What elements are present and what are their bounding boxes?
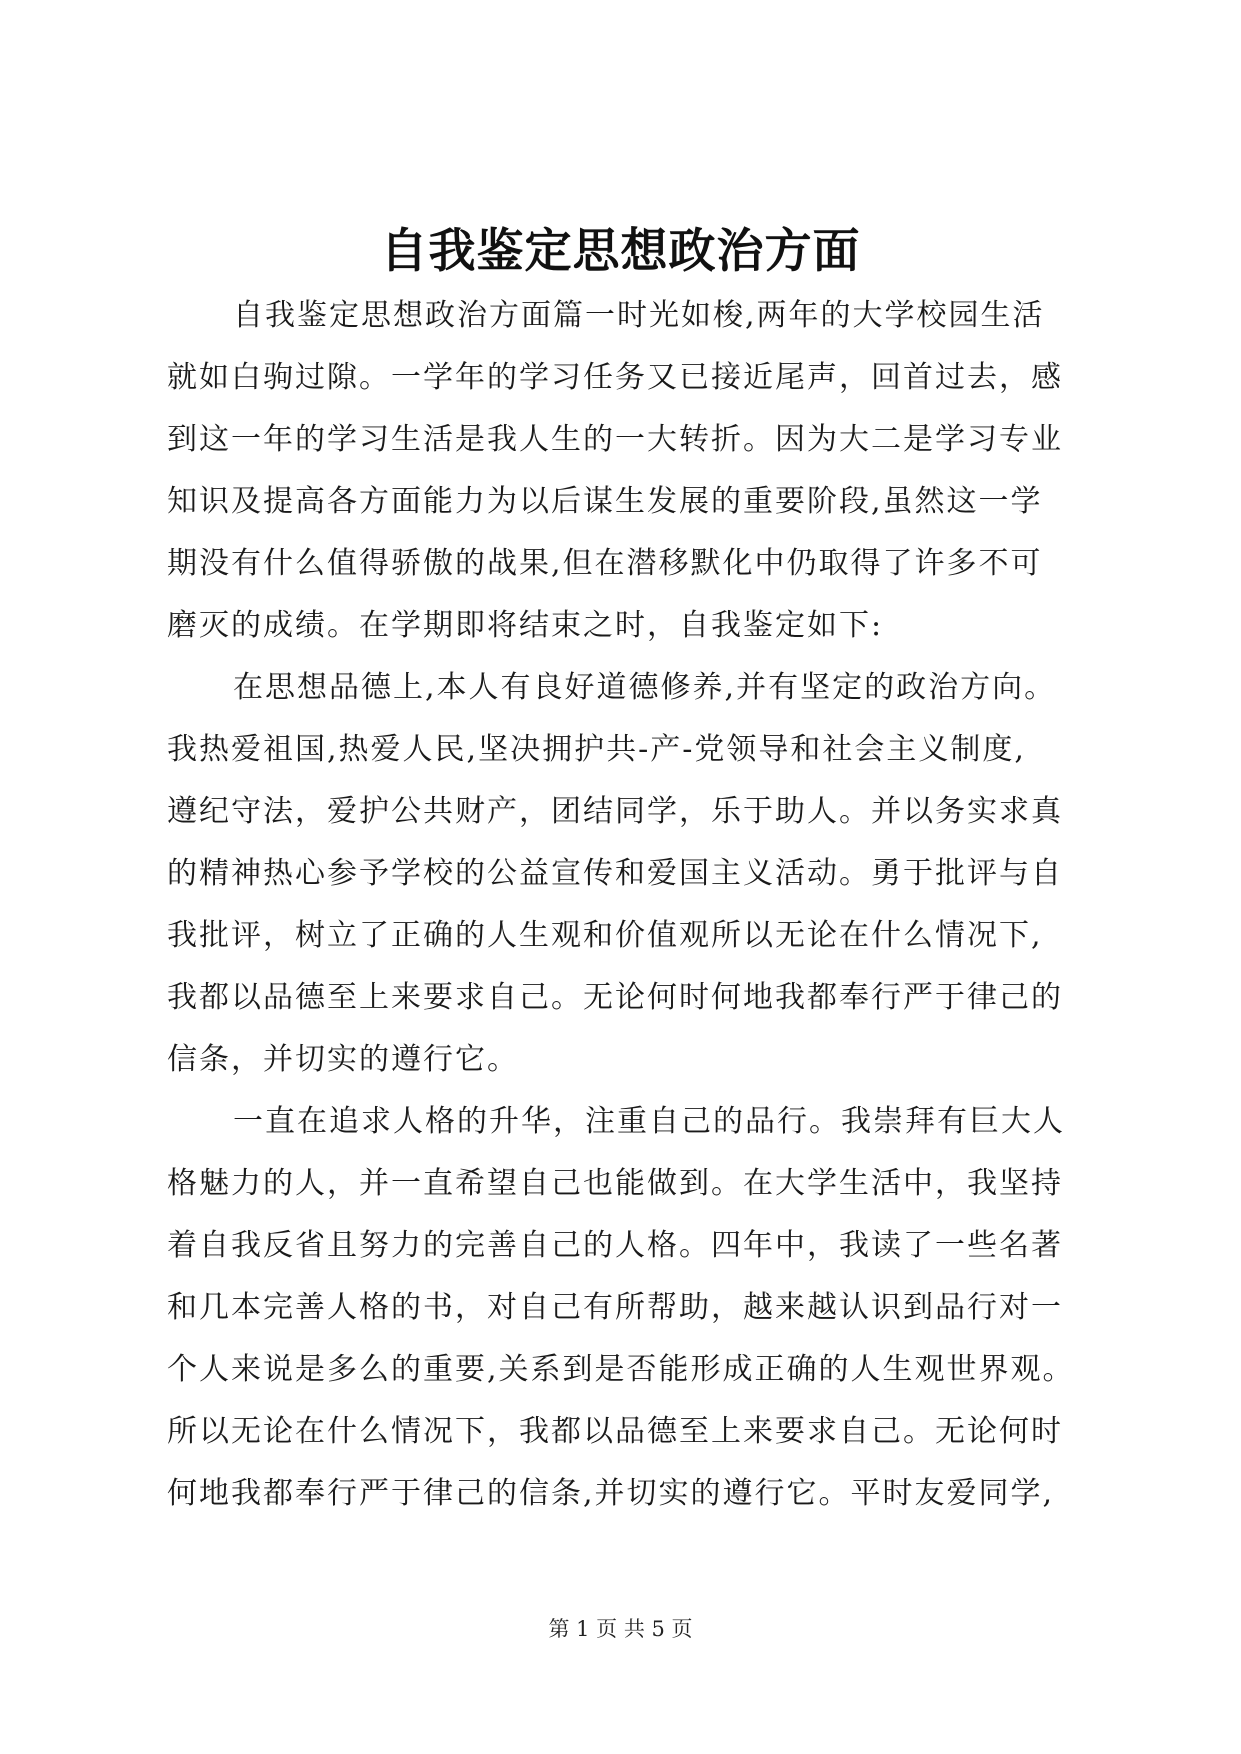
paragraph-line: 信条，并切实的遵行它。: [167, 1042, 519, 1077]
paragraph-line: 我批评，树立了正确的人生观和价值观所以无论在什么情况下,: [167, 918, 1043, 953]
paragraph-line: 一直在追求人格的升华，注重自己的品行。我崇拜有巨大人: [233, 1104, 1065, 1139]
paragraph-line: 个人来说是多么的重要,关系到是否能形成正确的人生观世界观。: [167, 1352, 1075, 1387]
page-number-label: 第 1 页 共 5 页: [548, 1617, 693, 1641]
document-title: 自我鉴定思想政治方面: [380, 224, 861, 279]
paragraph-line: 遵纪守法，爱护公共财产，团结同学，乐于助人。并以务实求真: [167, 794, 1063, 829]
paragraph-line: 着自我反省且努力的完善自己的人格。四年中，我读了一些名著: [167, 1228, 1063, 1263]
paragraph-line: 我都以品德至上来要求自己。无论何时何地我都奉行严于律己的: [167, 980, 1063, 1015]
paragraph-line: 所以无论在什么情况下，我都以品德至上来要求自己。无论何时: [167, 1414, 1063, 1449]
page-footer: [0, 1614, 1241, 1644]
paragraph-line: 和几本完善人格的书，对自己有所帮助，越来越认识到品行对一: [167, 1290, 1063, 1325]
paragraph-line: 的精神热心参予学校的公益宣传和爱国主义活动。勇于批评与自: [167, 856, 1063, 891]
paragraph-line: 到这一年的学习生活是我人生的一大转折。因为大二是学习专业: [167, 422, 1063, 457]
paragraph-line: 自我鉴定思想政治方面篇一时光如梭,两年的大学校园生活: [233, 298, 1045, 333]
paragraph-line: 知识及提高各方面能力为以后谋生发展的重要阶段,虽然这一学: [167, 484, 1043, 519]
paragraph-line: 磨灭的成绩。在学期即将结束之时，自我鉴定如下:: [167, 608, 884, 643]
document-body: [167, 285, 1082, 1525]
paragraph-line: 我热爱祖国,热爱人民,坚决拥护共-产-党领导和社会主义制度,: [167, 732, 1026, 767]
paragraph-line: 格魅力的人，并一直希望自己也能做到。在大学生活中，我坚持: [167, 1166, 1063, 1201]
paragraph-line: 就如白驹过隙。一学年的学习任务又已接近尾声，回首过去，感: [167, 360, 1063, 395]
paragraph-line: 在思想品德上,本人有良好道德修养,并有坚定的政治方向。: [233, 670, 1057, 705]
paragraph-line: 何地我都奉行严于律己的信条,并切实的遵行它。平时友爱同学,: [167, 1476, 1055, 1511]
paragraph-line: 期没有什么值得骄傲的战果,但在潜移默化中仍取得了许多不可: [167, 546, 1043, 581]
